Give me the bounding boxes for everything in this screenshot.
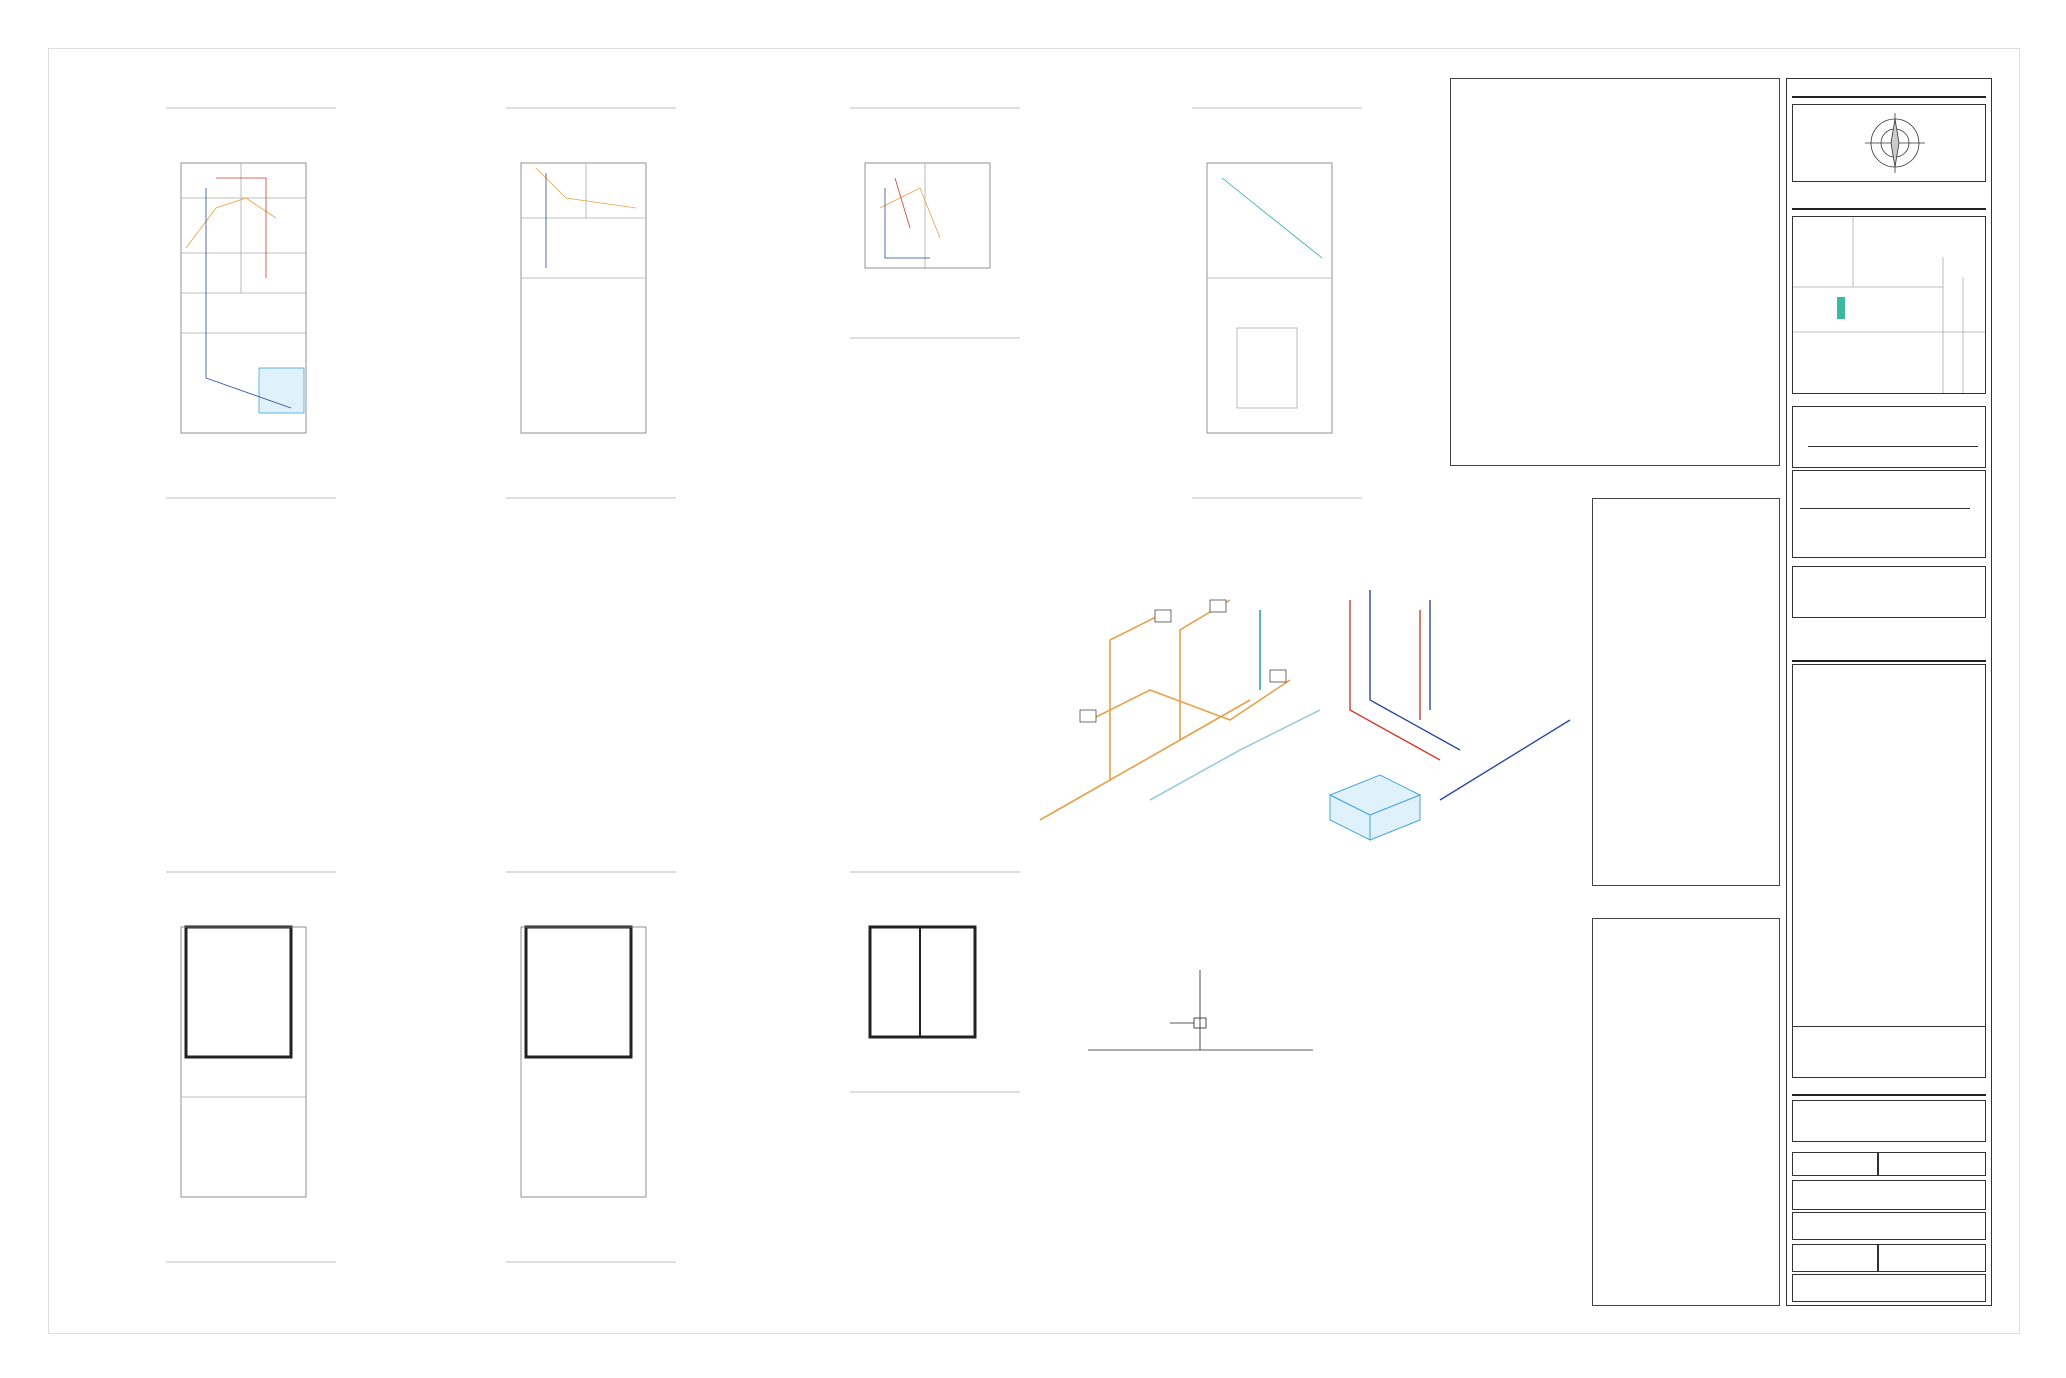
compass-icon xyxy=(1860,108,1930,178)
plan-n1-electrica xyxy=(436,842,726,1302)
legend-hidraulica xyxy=(1450,78,1780,466)
owner-name xyxy=(1808,446,1978,447)
plan-pb-hidraulica xyxy=(96,78,386,538)
plan-azotea-hidraulica xyxy=(1122,78,1412,538)
isometric-hidraulica xyxy=(1320,570,1590,850)
signer-name xyxy=(1792,1026,1986,1028)
legend-sanitaria xyxy=(1592,498,1780,886)
legend-electrica xyxy=(1592,918,1780,1306)
spec-hidraulica xyxy=(98,583,468,597)
unifilar-diagram xyxy=(1070,970,1340,1120)
plan-n2-electrica xyxy=(780,842,1070,1142)
croquis-map xyxy=(1793,217,1985,393)
circuit-table xyxy=(786,1184,1366,1304)
elec-spec xyxy=(1376,930,1572,948)
architect-block xyxy=(1800,508,1970,511)
plan-n2-hidraulica xyxy=(780,78,1070,378)
spec-sanitaria xyxy=(496,583,1016,597)
plan-pb-electrica xyxy=(96,842,386,1302)
isometric-sanitaria-pluvial xyxy=(1030,570,1360,850)
plan-n1-hidraulica xyxy=(436,78,726,538)
